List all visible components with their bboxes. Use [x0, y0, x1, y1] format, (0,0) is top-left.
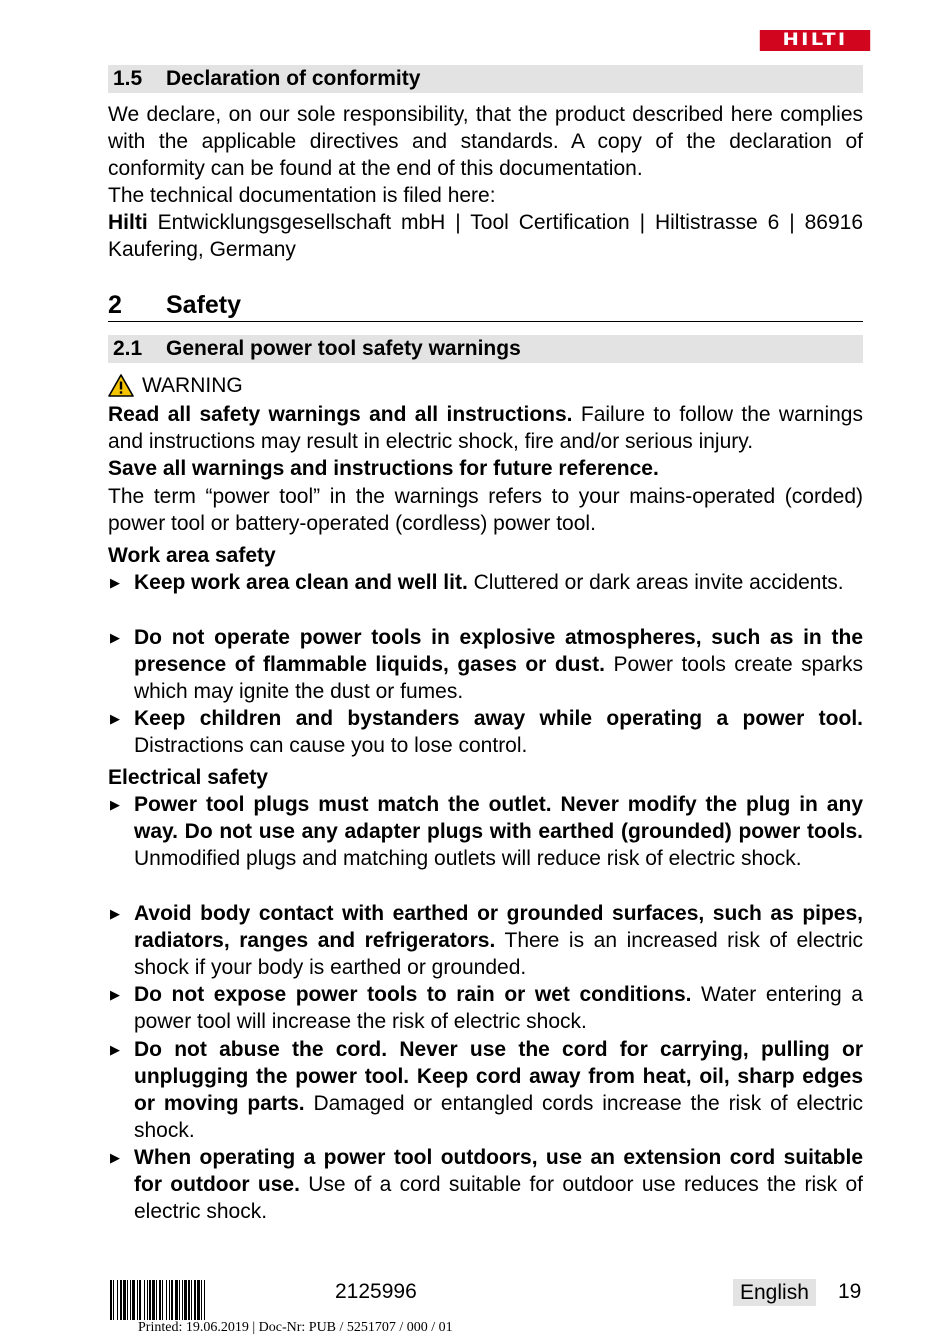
save-warnings-bold: Save all warnings and instructions for future reference.	[108, 457, 659, 480]
section-number: 2.1	[113, 337, 143, 360]
list-item: ▶ When operating a power tool outdoors, use an extension cord suitable for outdoor use. Use of a cord suitable for outdoor use reduces the risk of electric shock.	[110, 1146, 863, 1223]
address-text: Entwicklungsgesellschaft mbH | Tool Certification | Hiltistrasse 6 | 86916 Kaufering, Germany	[108, 211, 863, 261]
read-warnings-text: Failure to follow the warnings and instructions may result in electric shock, fire and/or serious injury.	[108, 403, 863, 453]
page-number: 19	[838, 1280, 862, 1303]
print-info: Printed: 19.06.2019 | Doc-Nr: PUB / 5251707 / 000 / 01	[138, 1320, 453, 1335]
warning-triangle-icon	[108, 374, 134, 397]
bullet-arrow-icon: ▶	[110, 906, 120, 921]
language-label: English	[733, 1279, 816, 1306]
chapter-title: Safety	[166, 291, 242, 319]
tech-doc-paragraph: The technical documentation is filed here:	[108, 184, 496, 207]
section-heading-2-1	[108, 335, 863, 363]
list-item: ▶ Avoid body contact with earthed or grounded surfaces, such as pipes, radiators, ranges and refrigerators. There is an increased risk of electric shock if your body is earthed or grounded.	[110, 902, 863, 979]
document-number: 2125996	[335, 1280, 417, 1303]
section-number: 1.5	[113, 67, 143, 90]
term-definition-paragraph: The term “power tool” in the warnings refers to your mains-operated (corded) power tool or battery-operated (cordless) power tool.	[108, 485, 863, 535]
bullet-arrow-icon: ▶	[110, 987, 120, 1002]
bullet-arrow-icon: ▶	[110, 797, 120, 812]
hilti-logo: HILTI	[760, 30, 870, 51]
chapter-heading-safety	[108, 289, 863, 322]
barcode-icon	[110, 1280, 315, 1320]
section-title: General power tool safety warnings	[166, 337, 521, 360]
chapter-number: 2	[108, 291, 122, 319]
list-item: ▶ Do not expose power tools to rain or wet conditions. Water entering a power tool will increase the risk of electric shock.	[110, 983, 863, 1033]
list-item: ▶ Keep work area clean and well lit. Cluttered or dark areas invite accidents.	[110, 571, 844, 594]
bullet-arrow-icon: ▶	[110, 630, 120, 645]
declaration-paragraph: We declare, on our sole responsibility, that the product described here complies with the applicable directives and standards. A copy of the declaration of conformity can be found at the end of this documentation.	[108, 103, 863, 180]
bullet-arrow-icon: ▶	[110, 1150, 120, 1165]
bullet-arrow-icon: ▶	[110, 575, 120, 590]
bullet-arrow-icon: ▶	[110, 1042, 120, 1057]
list-item: ▶ Do not operate power tools in explosive atmospheres, such as in the presence of flammable liquids, gases or dust. Power tools create sparks which may ignite the dust or fumes.	[110, 626, 863, 703]
section-heading-1-5	[108, 65, 863, 93]
bullet-arrow-icon: ▶	[110, 711, 120, 726]
read-warnings-paragraph	[108, 401, 863, 455]
work-area-heading: Work area safety	[108, 544, 276, 567]
save-warnings-paragraph	[108, 455, 863, 482]
list-item: ▶ Do not abuse the cord. Never use the cord for carrying, pulling or unplugging the power tool. Keep cord away from heat, oil, sharp edges or moving parts. Damaged or entangled cords increase the risk of electric shock.	[110, 1038, 863, 1142]
list-item: ▶ Power tool plugs must match the outlet. Never modify the plug in any way. Do not use any adapter plugs with earthed (grounded) power tools. Unmodified plugs and matching outlets will reduce risk of electric shock.	[110, 793, 863, 870]
read-warnings-bold: Read all safety warnings and all instructions.	[108, 403, 573, 426]
warning-label: WARNING	[142, 374, 243, 397]
brand-name: Hilti	[108, 211, 148, 234]
list-item: ▶ Keep children and bystanders away while operating a power tool. Distractions can cause you to lose control.	[110, 707, 863, 757]
electrical-safety-heading: Electrical safety	[108, 766, 268, 789]
address-paragraph	[108, 209, 863, 263]
section-title: Declaration of conformity	[166, 67, 421, 90]
